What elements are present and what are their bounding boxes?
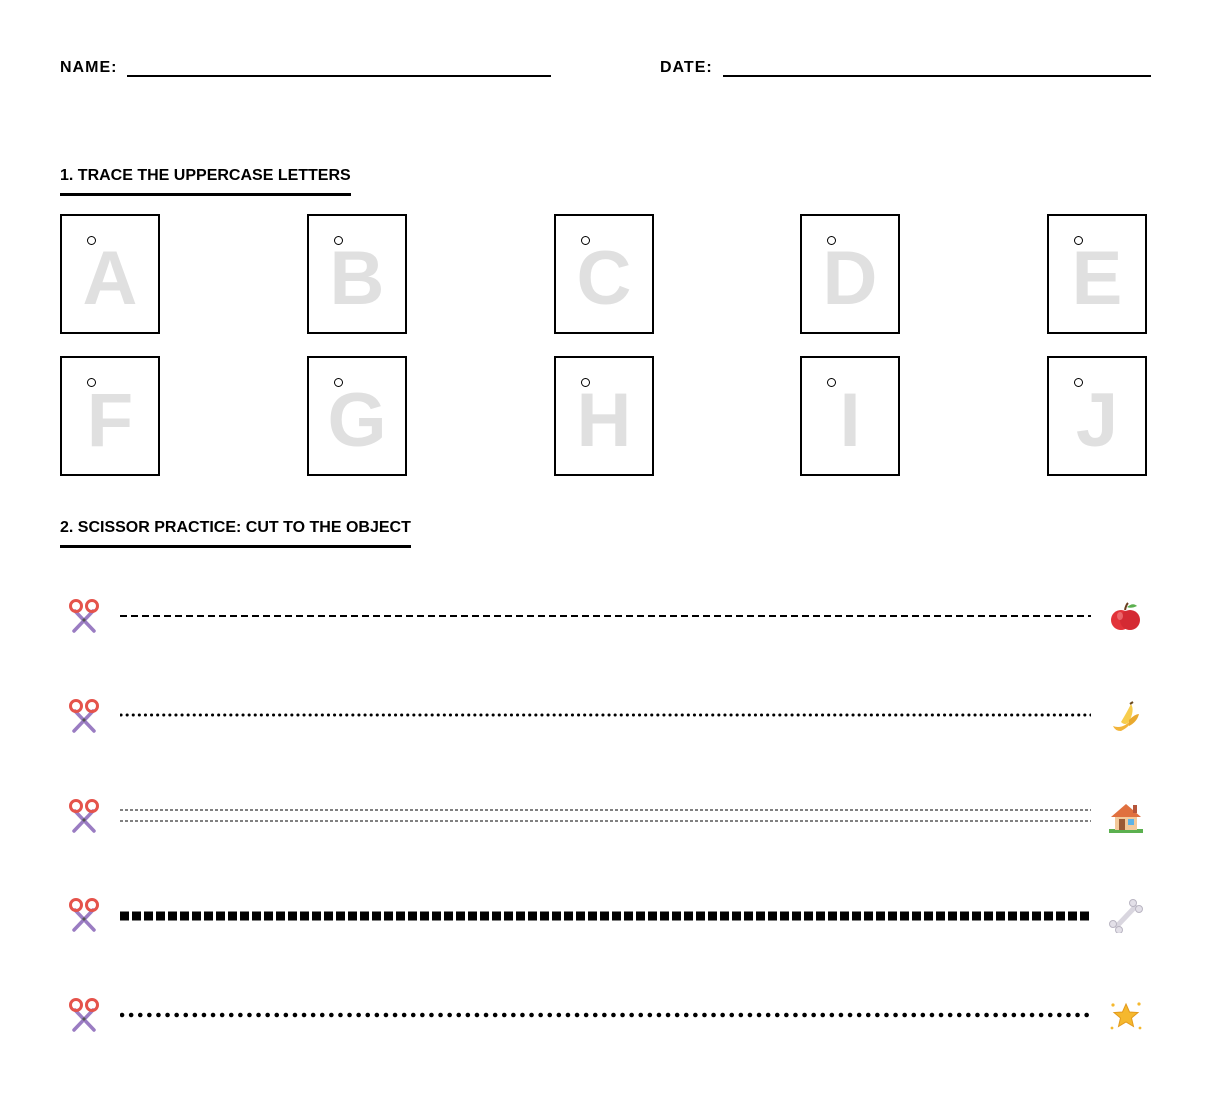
trace-box[interactable] <box>800 356 900 476</box>
scissors-icon <box>68 598 100 634</box>
cut-line <box>120 614 1091 618</box>
trace-letter: I <box>839 378 861 463</box>
scissors-icon <box>68 897 100 933</box>
scissors-icon <box>68 798 100 834</box>
scissors-icon <box>68 997 100 1033</box>
cut-row <box>60 997 1151 1037</box>
trace-letter: D <box>822 236 878 321</box>
cut-row <box>60 897 1151 937</box>
section-title-trace: 1. TRACE THE UPPERCASE LETTERS <box>60 167 351 196</box>
trace-box[interactable] <box>307 356 407 476</box>
trace-letter: B <box>329 236 385 321</box>
cut-line <box>120 910 1091 922</box>
cut-row <box>60 598 1151 638</box>
cut-line <box>120 808 1091 824</box>
trace-box[interactable] <box>60 356 160 476</box>
trace-letter: E <box>1071 236 1123 321</box>
trace-letter: A <box>82 236 138 321</box>
apple-icon <box>1109 600 1143 634</box>
trace-letter: J <box>1075 378 1119 463</box>
scissors-icon <box>68 698 100 734</box>
trace-box[interactable] <box>1047 214 1147 334</box>
trace-box[interactable] <box>1047 356 1147 476</box>
trace-letter: F <box>86 378 134 463</box>
cut-row <box>60 798 1151 838</box>
trace-box[interactable] <box>800 214 900 334</box>
cut-line <box>120 1012 1091 1018</box>
date-field[interactable] <box>723 75 1151 77</box>
trace-box[interactable] <box>554 214 654 334</box>
banana-icon <box>1109 700 1143 734</box>
name-field[interactable] <box>127 75 551 77</box>
section-title-scissor: 2. SCISSOR PRACTICE: CUT TO THE OBJECT <box>60 519 411 548</box>
star-icon <box>1109 999 1143 1033</box>
date-label: DATE: <box>660 59 713 76</box>
trace-letter: G <box>327 378 387 463</box>
bone-icon <box>1109 899 1143 933</box>
trace-box[interactable] <box>60 214 160 334</box>
cut-line <box>120 713 1091 717</box>
name-label: NAME: <box>60 59 118 76</box>
trace-box[interactable] <box>307 214 407 334</box>
trace-letter: C <box>576 236 632 321</box>
trace-box[interactable] <box>554 356 654 476</box>
cut-row <box>60 698 1151 738</box>
house-icon <box>1109 800 1143 834</box>
trace-letter: H <box>576 378 632 463</box>
